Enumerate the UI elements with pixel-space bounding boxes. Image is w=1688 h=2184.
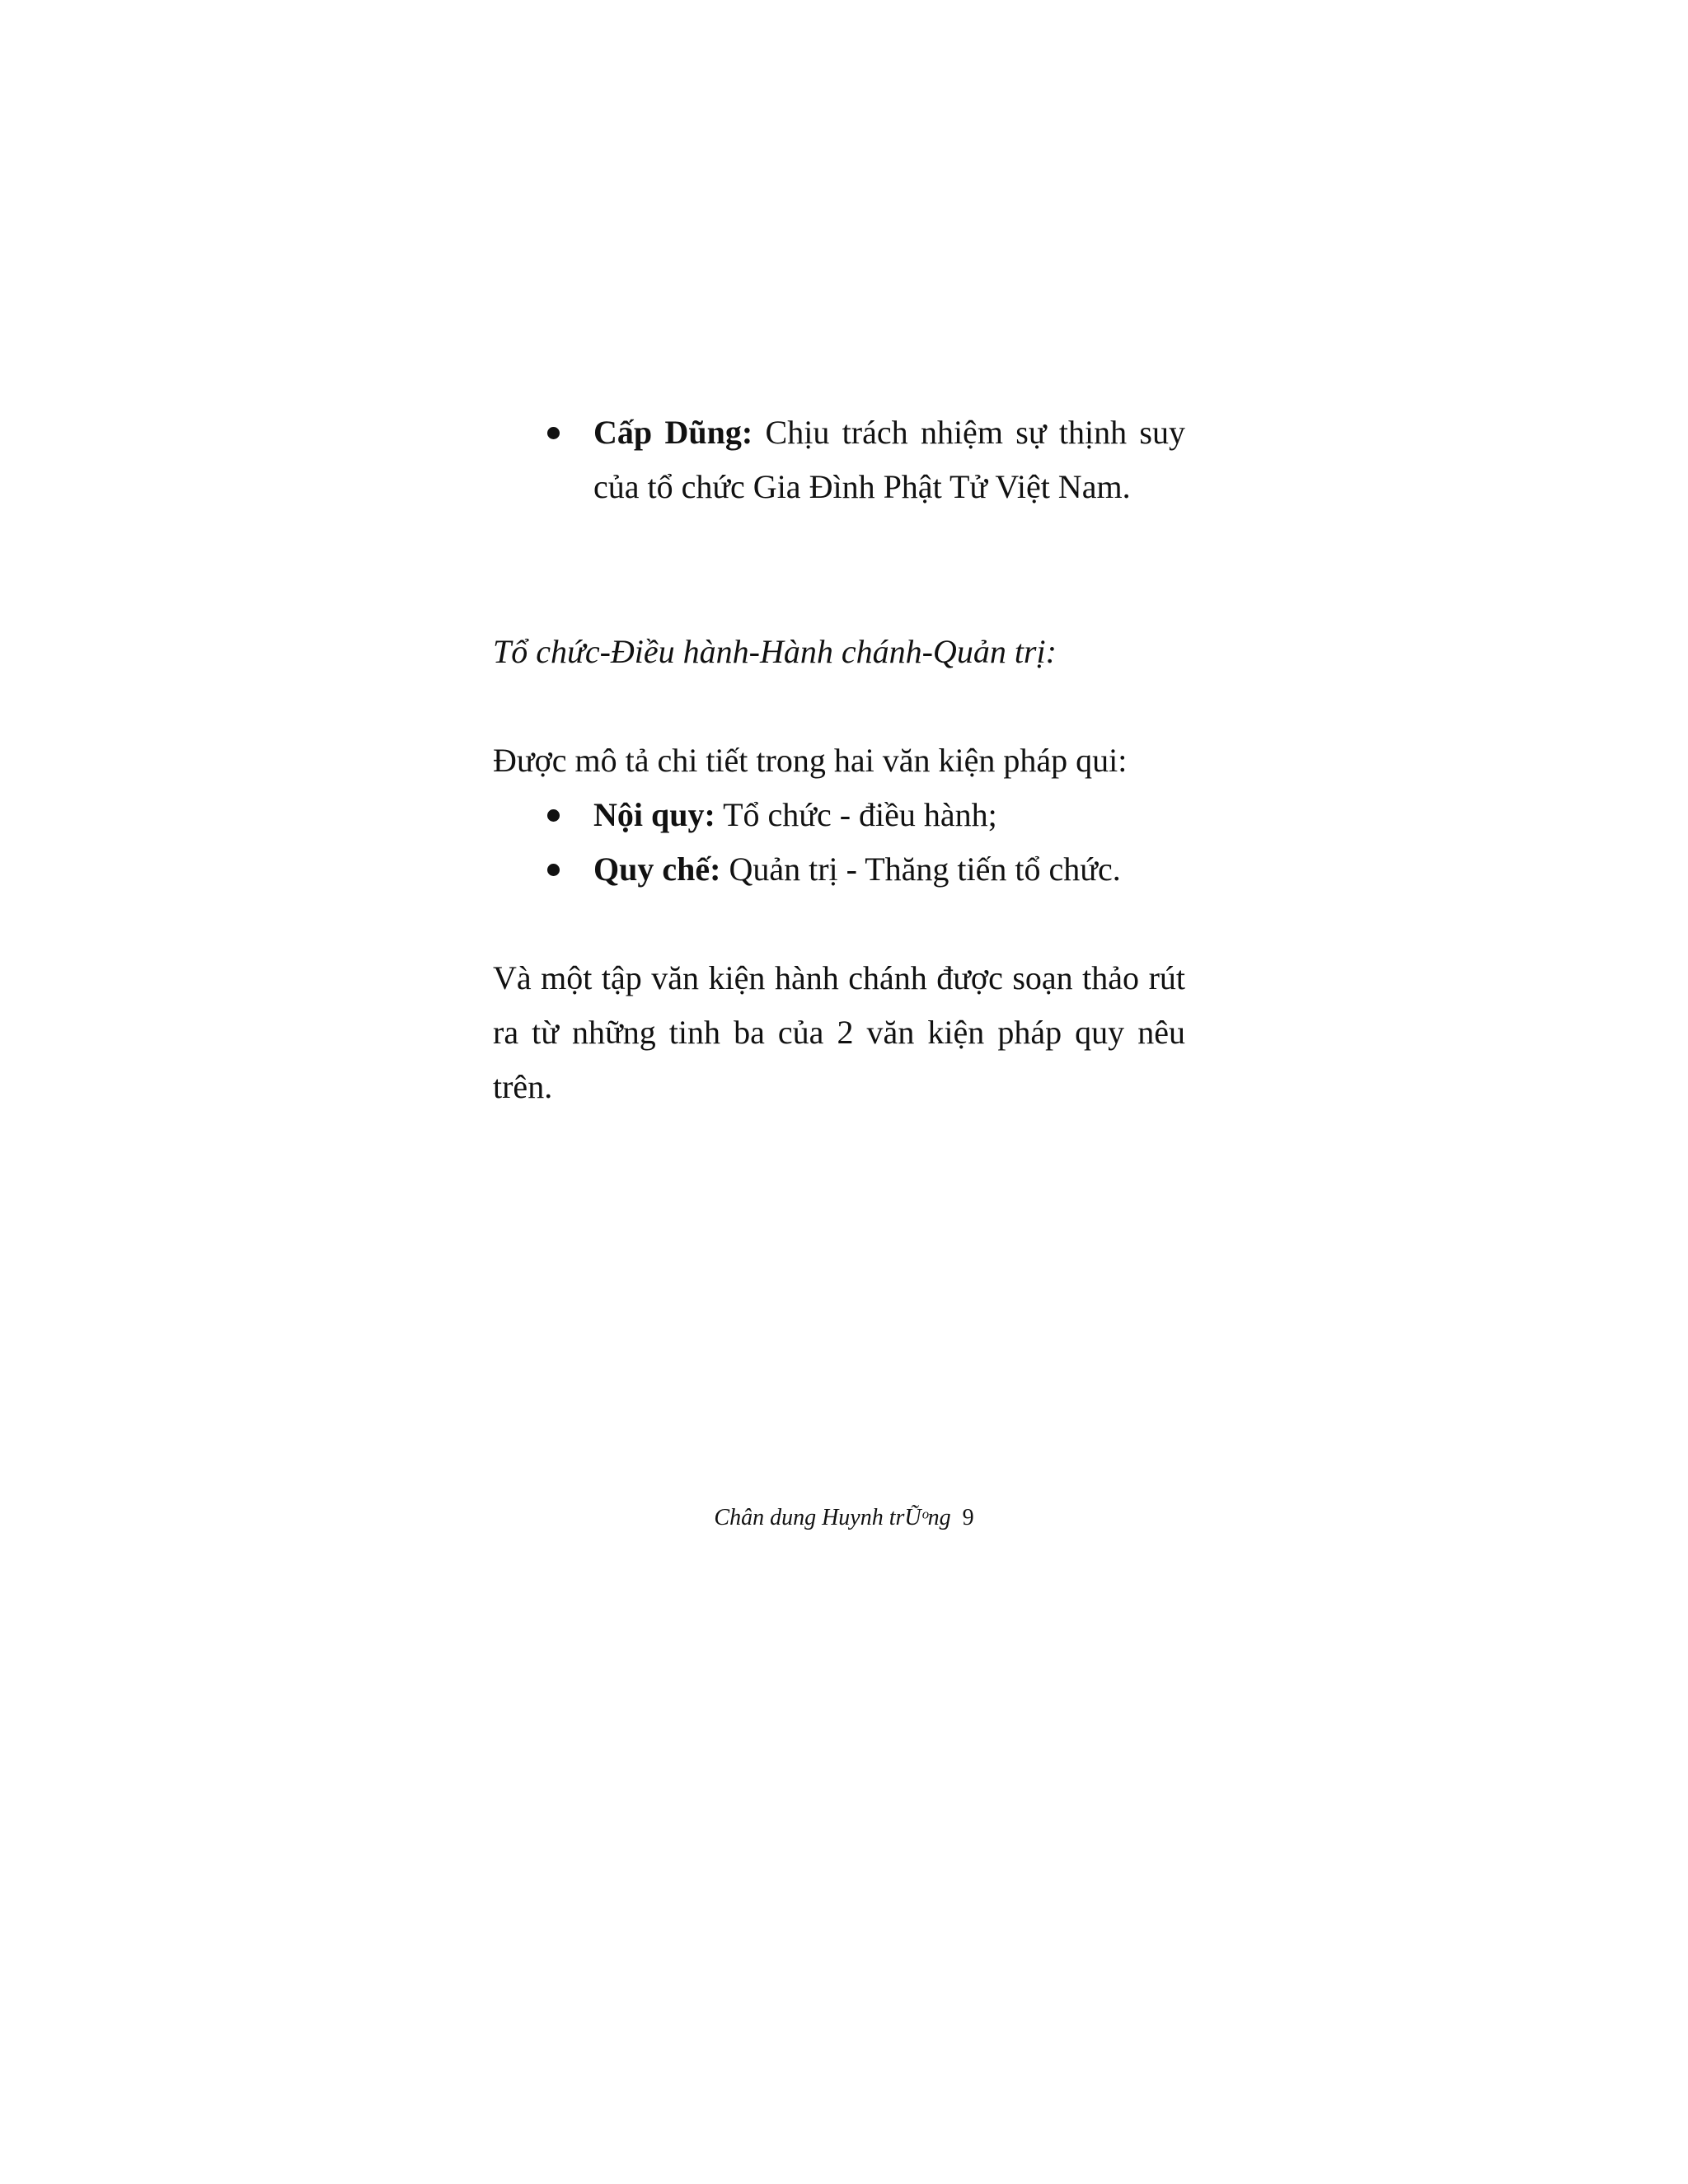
list-item-content (593, 405, 1185, 514)
list-item-text: Quản trị - Thăng tiến tổ chức. (729, 851, 1121, 888)
list-item-content (593, 788, 1185, 842)
list-item-text: Chịu trách nhiệm sự thịnh suy của tổ chức Gia Đình Phật Tử Việt Nam. (593, 414, 1185, 505)
bullet-list-cap-dung (493, 405, 1185, 514)
bullet-list-documents (493, 788, 1185, 897)
list-item-content (593, 842, 1185, 897)
list-item (493, 405, 1185, 514)
list-item (493, 842, 1185, 897)
bullet-icon (547, 809, 560, 822)
list-item-term: Quy chế: (593, 851, 721, 888)
second-bullet-block (493, 788, 1185, 897)
bullet-icon (547, 427, 560, 439)
list-item-term: Cấp Dũng: (593, 414, 753, 451)
closing-paragraph: Và một tập văn kiện hành chánh được soạn thảo rút ra từ những tinh ba của 2 văn kiện pháp quy nêu trên. (493, 959, 1185, 1105)
page-number: 9 (962, 1505, 974, 1530)
footer-title: Chân dung Huynh trŨᵒng (714, 1505, 951, 1530)
list-item (493, 788, 1185, 842)
intro-paragraph: Được mô tả chi tiết trong hai văn kiện pháp qui: (493, 742, 1128, 779)
bullet-icon (547, 864, 560, 876)
section-heading: Tổ chức-Điều hành-Hành chánh-Quản trị: (493, 633, 1057, 670)
list-item-term: Nội quy: (593, 796, 715, 833)
list-item-text: Tổ chức - điều hành; (723, 796, 997, 833)
first-bullet-block (493, 405, 1185, 514)
page-footer (0, 1502, 1688, 1535)
